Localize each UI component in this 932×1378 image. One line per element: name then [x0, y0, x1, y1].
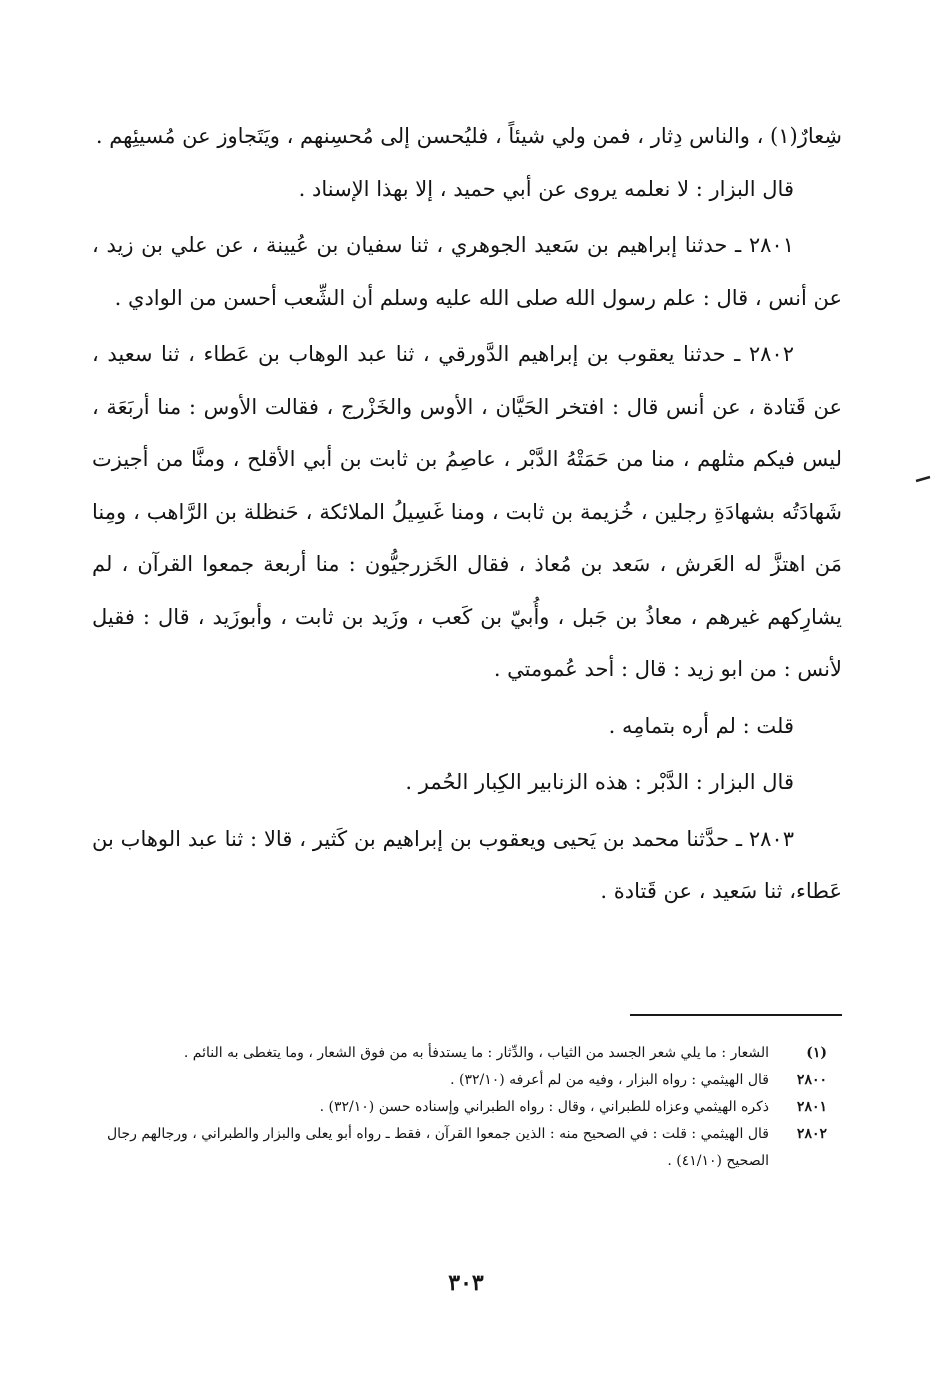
- hadith-2802: ٢٨٠٢ ـ حدثنا يعقوب بن إبراهيم الدَّورقي ، ثنا عبد الوهاب بن عَطاء ، ثنا سعيد ، عن قَتادة ، عن أنس قال : افتخر الحَيَّان ، الأوس والخَزْرج ، فقالت الأوس : منا أربَعَة ، ليس فيكم مثلهم ، منا من حَمَتْهُ الدَّبْر ، عاصِمُ بن ثابت بن أبي الأقلح ، ومنَّا من أجيزت شَهادَتُه بشهادَةِ رجلين ، خُزيمة بن ثابت ، ومنا غَسِيلُ الملائكة ، حَنظلة بن الرَّاهب ، ومِنا مَن اهتزَّ له العَرش ، سَعد بن مُعاذ ، فقال الخَزرجيُّون : منا أربعة جمعوا القرآن ، لم يشارِكهم غيرهم ، معاذُ بن جَبل ، وأُبيّ بن كَعب ، وزَيد بن ثابت ، وأبوزَيد ، قال : فقيل لأنس : من ابو زيد : قال : أحد عُمومتي .: [92, 342, 842, 681]
- paragraph-qult: قلت : لم أره بتمامِه .: [608, 713, 794, 738]
- paragraph-bazzar-comment: قال البزار : لا نعلمه يروى عن أبي حميد ، إلا بهذا الإسناد .: [298, 176, 794, 201]
- footnote-number: ٢٨٠٢: [796, 1126, 827, 1142]
- footnote-number: ٢٨٠٠: [796, 1072, 827, 1088]
- footnote-item: [107, 1067, 827, 1094]
- footnotes: [107, 1040, 827, 1175]
- hadith-2803: ٢٨٠٣ ـ حدَّثنا محمد بن يَحيى ويعقوب بن إبراهيم بن كَثير ، قالا : ثنا عبد الوهاب بن عَطاء، ثنا سَعيد ، عن قَتادة .: [92, 826, 842, 903]
- page-number: ٣٠٣: [448, 1270, 484, 1296]
- main-text: [92, 110, 842, 918]
- footnote-number: (١): [806, 1045, 827, 1061]
- footnote-item: [107, 1094, 827, 1121]
- footnote-text: قال الهيثمي : رواه البزار ، وفيه من لم أعرفه (٣٢/١٠) .: [450, 1072, 769, 1088]
- footnote-text: ذكره الهيثمي وعزاه للطبراني ، وقال : رواه الطبراني وإسناده حسن (٣٢/١٠) .: [319, 1099, 769, 1115]
- paragraph-bazzar-dabr: قال البزار : الدَّبْر : هذه الزنابير الكِبار الحُمر .: [405, 770, 794, 794]
- scan-edge-mark: [914, 474, 932, 484]
- paragraph-continuation: شِعارٌ(١) ، والناس دِثار ، فمن ولي شيئاً ، فليُحسن إلى مُحسِنهم ، ويَتَجاوز عن مُسيئِهم .: [95, 124, 842, 148]
- footnote-item: [107, 1040, 827, 1067]
- footnote-text: قال الهيثمي : قلت : في الصحيح منه : الذين جمعوا القرآن ، فقط ـ رواه أبو يعلى والبزار والطبراني ، ورجالهم رجال الصحيح (٤١/١٠) .: [107, 1126, 769, 1169]
- footnote-separator: [630, 1014, 842, 1016]
- footnote-number: ٢٨٠١: [796, 1099, 827, 1115]
- footnote-text: الشعار : ما يلي شعر الجسد من الثياب ، والدِّثار : ما يستدفأ به من فوق الشعار ، وما يتغطى به النائم .: [183, 1045, 769, 1061]
- footnote-item: [107, 1121, 827, 1175]
- hadith-2801: ٢٨٠١ ـ حدثنا إبراهيم بن سَعيد الجوهري ، ثنا سفيان بن عُيينة ، عن علي بن زيد ، عن أنس ، قال : علم رسول الله صلى الله عليه وسلم أن الشِّعب أحسن من الوادي .: [92, 233, 842, 310]
